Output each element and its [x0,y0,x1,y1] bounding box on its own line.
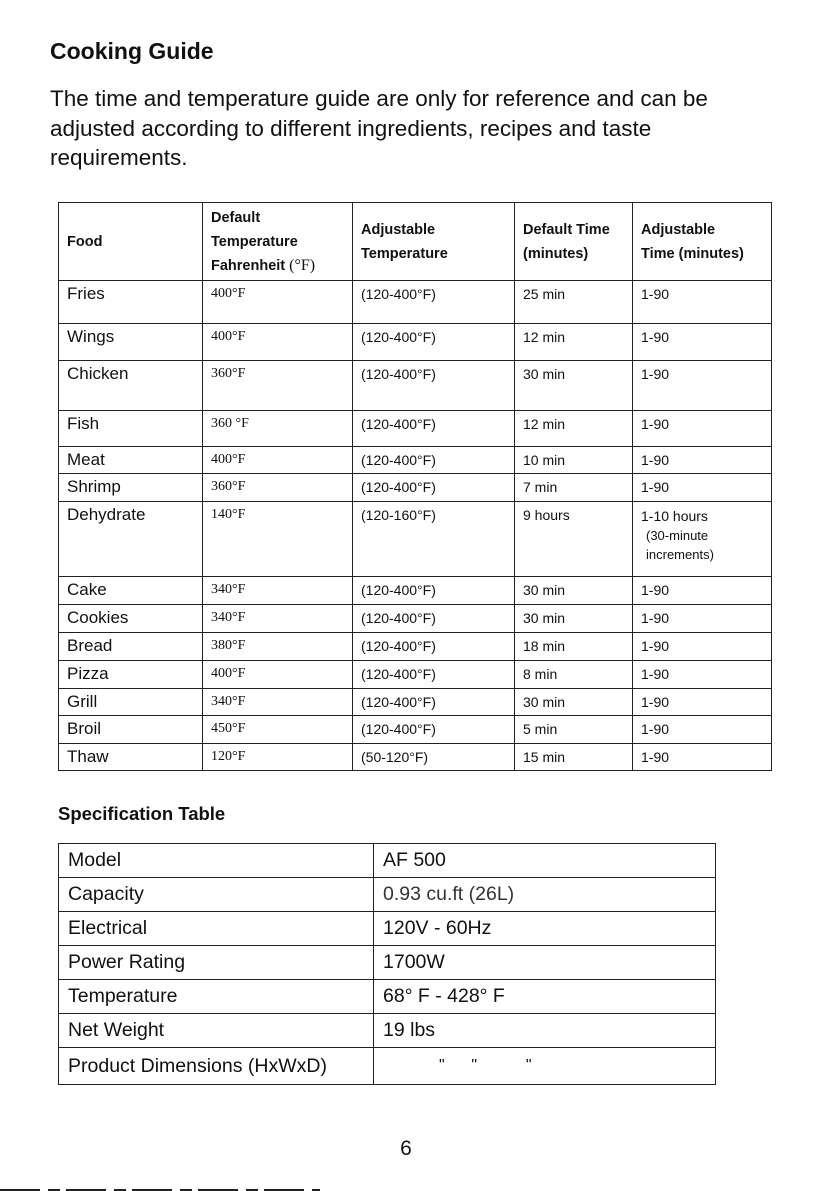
adjustable-temp-cell: (120-400°F) [353,324,515,361]
food-cell: Pizza [59,661,203,689]
specification-table [58,843,716,1085]
adjustable-temp-cell: (120-400°F) [353,605,515,633]
default-time-cell: 30 min [515,605,633,633]
table-row [59,411,772,447]
default-temp-cell: 400°F [203,661,353,689]
spec-table-title: Specification Table [58,803,226,824]
table-row [59,361,772,411]
adjustable-time-cell: 1-90 [633,661,772,689]
spec-value: AF 500 [374,844,716,878]
adjustable-time-cell: 1-90 [633,361,772,411]
default-time-cell: 30 min [515,577,633,605]
page-title: Cooking Guide [50,38,214,64]
table-row [59,324,772,361]
header-food: Food [59,203,203,281]
adjustable-temp-cell: (120-400°F) [353,281,515,324]
table-row [59,946,716,980]
default-time-cell: 5 min [515,716,633,744]
food-cell: Thaw [59,744,203,771]
default-temp-cell: 140°F [203,502,353,577]
default-temp-cell: 360°F [203,361,353,411]
table-row [59,912,716,946]
adjustable-time-cell: 1-90 [633,577,772,605]
page-number: 6 [400,1137,412,1160]
adjustable-time-cell: 1-90 [633,605,772,633]
adjustable-temp-cell: (120-400°F) [353,716,515,744]
spec-value: 1700W [374,946,716,980]
increment-note: (30-minute [646,528,709,543]
default-time-cell: 9 hours [515,502,633,577]
header-adjustable-temperature: Adjustable Temperature [353,203,515,281]
default-time-cell: 7 min [515,474,633,502]
table-row [59,1014,716,1048]
spec-label: Model [59,844,374,878]
adjustable-temp-cell: (120-400°F) [353,361,515,411]
default-temp-cell: 380°F [203,633,353,661]
table-row [59,744,772,771]
food-cell: Grill [59,689,203,716]
default-temp-cell: 450°F [203,716,353,744]
adjustable-temp-cell: (120-160°F) [353,502,515,577]
adjustable-temp-cell: (120-400°F) [353,689,515,716]
adjustable-temp-cell: (120-400°F) [353,577,515,605]
adjustable-temp-cell: (120-400°F) [353,411,515,447]
adjustable-time-cell: 1-10 hours (30-minute increments) [633,502,772,577]
table-row [59,878,716,912]
adjustable-temp-cell: (120-400°F) [353,633,515,661]
adjustable-time-cell: 1-90 [633,411,772,447]
food-cell: Chicken [59,361,203,411]
default-time-cell: 30 min [515,361,633,411]
default-temp-cell: 340°F [203,689,353,716]
table-row [59,577,772,605]
table-row [59,281,772,324]
default-temp-cell: 360 °F [203,411,353,447]
table-row [59,716,772,744]
spec-value: 68° F - 428° F [374,980,716,1014]
adjustable-time-cell: 1-90 [633,744,772,771]
food-cell: Bread [59,633,203,661]
default-time-cell: 18 min [515,633,633,661]
table-row [59,633,772,661]
food-cell: Shrimp [59,474,203,502]
food-cell: Fish [59,411,203,447]
header-default-temperature: Default Temperature Fahrenheit (°F) [203,203,353,281]
header-adjustable-time: Adjustable Time (minutes) [633,203,772,281]
adjustable-time-cell: 1-90 [633,633,772,661]
spec-label: Electrical [59,912,374,946]
default-temp-cell: 400°F [203,281,353,324]
default-time-cell: 15 min [515,744,633,771]
default-time-cell: 12 min [515,324,633,361]
table-row [59,1048,716,1085]
table-row [59,689,772,716]
food-cell: Cake [59,577,203,605]
default-temp-cell: 120°F [203,744,353,771]
table-row [59,474,772,502]
spec-label: Net Weight [59,1014,374,1048]
table-row [59,605,772,633]
default-temp-cell: 400°F [203,324,353,361]
spec-label: Power Rating [59,946,374,980]
header-default-time: Default Time (minutes) [515,203,633,281]
increment-note: increments) [646,547,714,562]
food-cell: Meat [59,447,203,474]
food-cell: Dehydrate [59,502,203,577]
adjustable-time-cell: 1-90 [633,474,772,502]
adjustable-temp-cell: (120-400°F) [353,474,515,502]
spec-label: Temperature [59,980,374,1014]
adjustable-time-cell: 1-90 [633,324,772,361]
intro-paragraph: The time and temperature guide are only for reference and can be adjusted according to different ingredients, recipes and taste requirements. [50,86,708,170]
food-cell: Wings [59,324,203,361]
spec-value: 19 lbs [374,1014,716,1048]
spec-value: 120V - 60Hz [374,912,716,946]
adjustable-time-cell: 1-90 [633,281,772,324]
default-time-cell: 8 min [515,661,633,689]
cooking-guide-table [58,202,772,771]
default-temp-cell: 340°F [203,577,353,605]
spec-label: Product Dimensions (HxWxD) [59,1048,374,1085]
default-temp-cell: 400°F [203,447,353,474]
table-row [59,502,772,577]
adjustable-temp-cell: (120-400°F) [353,661,515,689]
adjustable-temp-cell: (50-120°F) [353,744,515,771]
food-cell: Cookies [59,605,203,633]
table-row [59,447,772,474]
default-temp-cell: 360°F [203,474,353,502]
default-temp-cell: 340°F [203,605,353,633]
table-row [59,844,716,878]
guide-header-row [59,203,772,281]
table-row [59,661,772,689]
spec-value: " " " [374,1048,716,1085]
default-time-cell: 25 min [515,281,633,324]
default-time-cell: 10 min [515,447,633,474]
spec-label: Capacity [59,878,374,912]
adjustable-temp-cell: (120-400°F) [353,447,515,474]
default-time-cell: 12 min [515,411,633,447]
table-row [59,980,716,1014]
adjustable-time-cell: 1-90 [633,689,772,716]
food-cell: Broil [59,716,203,744]
default-time-cell: 30 min [515,689,633,716]
food-cell: Fries [59,281,203,324]
spec-value: 0.93 cu.ft (26L) [374,878,716,912]
adjustable-time-cell: 1-90 [633,447,772,474]
adjustable-time-cell: 1-90 [633,716,772,744]
